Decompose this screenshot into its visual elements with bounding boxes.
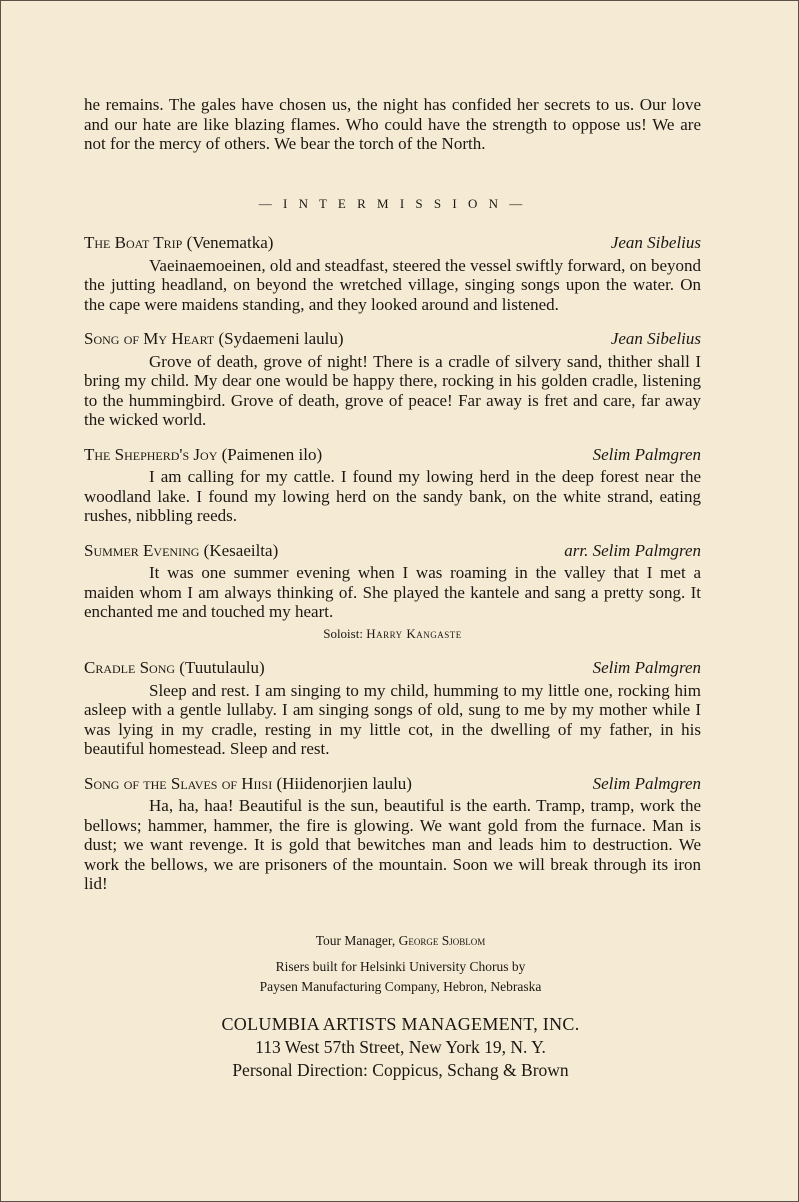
song-finnish-title: (Hiidenorjien laulu) (276, 773, 412, 793)
song-header (84, 774, 701, 794)
song-entry (84, 774, 701, 894)
song-entry (84, 658, 701, 759)
tour-manager-credit (1, 931, 799, 951)
song-header (84, 233, 701, 253)
tour-manager-name: George Sjoblom (398, 933, 486, 948)
song-title-group (84, 658, 265, 678)
song-entry (84, 329, 701, 430)
intro-paragraph: he remains. The gales have chosen us, the night has confided her secrets to us. Our love and our hate are like blazing flames. Who could have the strength to oppose us! We are not for the mercy of others. We bear the torch of the North. (84, 95, 701, 153)
song-finnish-title: (Tuutulaulu) (179, 658, 265, 677)
song-header (84, 658, 701, 678)
song-title: Song of the Slaves of Hiisi (84, 773, 273, 793)
risers-credit-line1: Risers built for Helsinki University Chorus by (275, 959, 526, 974)
song-composer: Jean Sibelius (610, 329, 701, 348)
song-title-group (84, 774, 412, 794)
song-finnish-title: (Venematka) (186, 233, 274, 252)
song-composer: Jean Sibelius (610, 233, 701, 252)
song-title: The Boat Trip (84, 233, 183, 252)
song-header (84, 329, 701, 349)
song-finnish-title: (Paimenen ilo) (221, 444, 323, 464)
song-header (84, 541, 701, 561)
song-entry (84, 233, 701, 314)
program-content (84, 95, 701, 909)
soloist-label: Soloist: (323, 625, 363, 641)
song-title-group (84, 445, 322, 465)
song-finnish-title: (Kesaeilta) (203, 540, 279, 560)
song-title-group (84, 233, 273, 253)
song-title: Cradle Song (84, 658, 176, 677)
song-text: Ha, ha, haa! Beautiful is the sun, beautiful is the earth. Tramp, tramp, work the bellows; hammer, hammer, the fire is glowing. We want gold from the furnace. Man is dust; we want revenge. It is gold that bewitches man and leads him to destruction. We work the bellows, we are prisoners of the mountain. Soon we will break through its iron lid! (84, 796, 701, 893)
song-entry (84, 445, 701, 526)
song-title-group (84, 329, 344, 349)
management-direction: Personal Direction: Coppicus, Schang & Brown (232, 1060, 569, 1080)
song-composer: Selim Palmgren (592, 773, 701, 793)
song-entry (84, 541, 701, 644)
song-composer: Selim Palmgren (592, 658, 701, 677)
song-title-group (84, 541, 278, 561)
song-header (84, 445, 701, 465)
song-text: It was one summer evening when I was roaming in the valley that I met a maiden whom I am always thinking of. She played the kantele and sang a pretty song. It enchanted me and touched my heart. (84, 563, 701, 621)
song-title: Summer Evening (84, 540, 200, 560)
song-composer: Selim Palmgren (592, 444, 701, 464)
song-title: The Shepherd's Joy (84, 444, 218, 464)
tour-manager-label: Tour Manager, (315, 933, 396, 948)
song-text: I am calling for my cattle. I found my lowing herd in the deep forest near the woodland lake. I found my lowing herd on the sandy bank, on the white strand, eating rushes, nibbling reeds. (84, 467, 701, 525)
soloist-credit (84, 624, 701, 644)
song-title: Song of My Heart (84, 329, 215, 348)
song-finnish-title: (Sydaemeni laulu) (218, 329, 344, 348)
song-text: Sleep and rest. I am singing to my child, humming to my little one, rocking him asleep with a gentle lullaby. I am singing songs of old, sung to me by my mother while I was lying in my cradle, resting in my little cot, in the dwelling of my father, in his beautiful homestead. Sleep and rest. (84, 680, 701, 758)
soloist-name: Harry Kangaste (366, 625, 462, 641)
intermission-heading: — I N T E R M I S S I O N — (258, 195, 527, 211)
management-name: COLUMBIA ARTISTS MANAGEMENT, INC. (221, 1014, 580, 1034)
song-composer: arr. Selim Palmgren (564, 540, 701, 560)
song-text: Vaeinaemoeinen, old and steadfast, steered the vessel swiftly forward, on beyond the jutting headland, on beyond the wretched village, singing songs upon the water. On the cape were maidens standing, and they looked around and listened. (84, 255, 701, 314)
risers-credit-line2: Paysen Manufacturing Company, Hebron, Nebraska (259, 979, 542, 994)
management-block (1, 1013, 799, 1082)
song-text: Grove of death, grove of night! There is a cradle of silvery sand, thither shall I bring my child. My dear one would be happy there, rocking in his golden cradle, listening to the hummingbird. Grove of death, grove of peace! Far away is fret and care, far away the wicked world. (84, 351, 701, 429)
management-address: 113 West 57th Street, New York 19, N. Y. (255, 1037, 546, 1057)
program-footer (1, 931, 799, 1082)
